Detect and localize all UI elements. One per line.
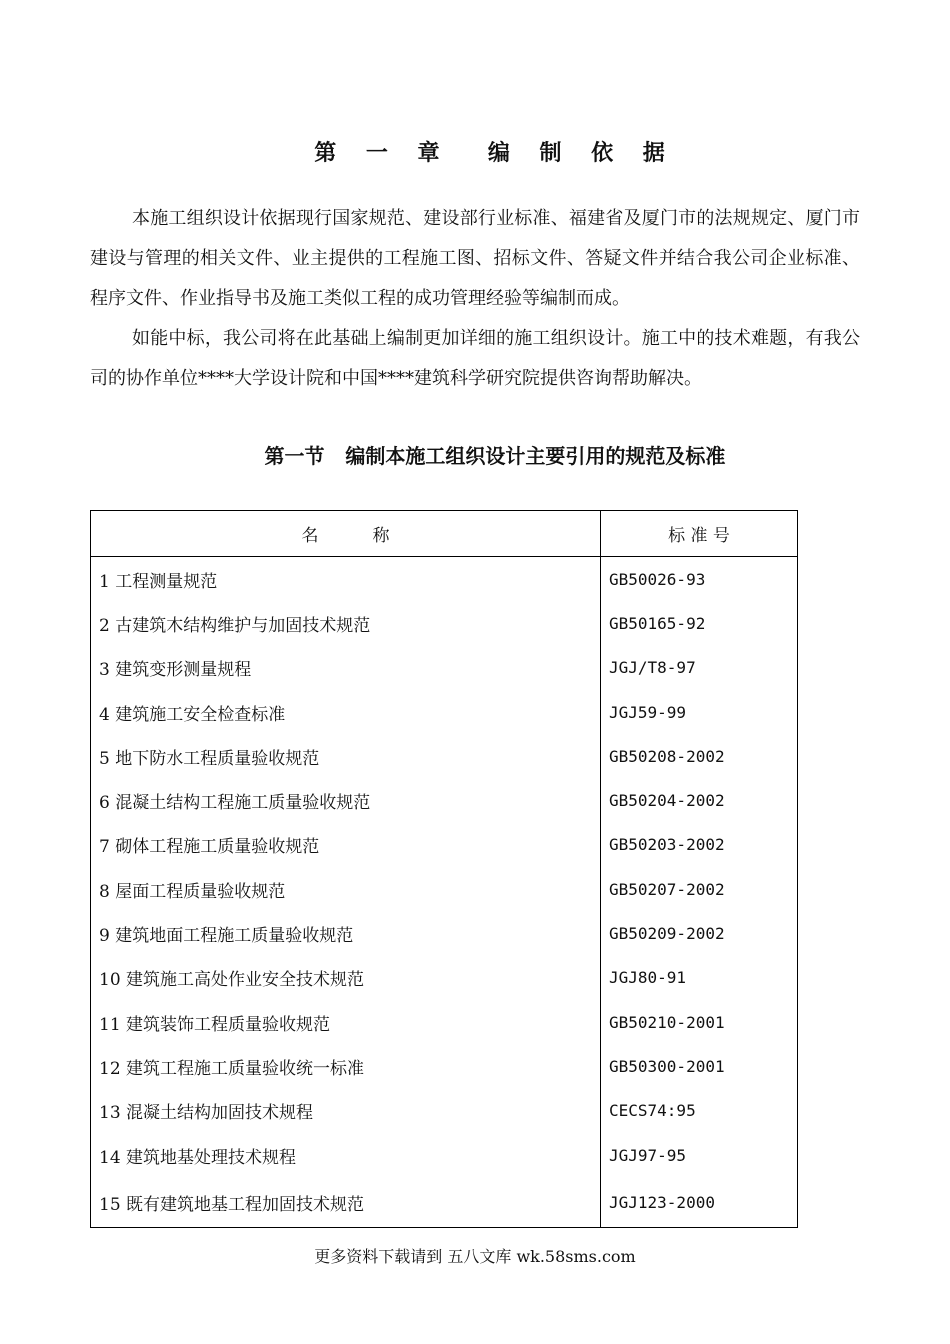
footer-download-note: 更多资料下载请到 五八文库 wk.58sms.com <box>314 1247 636 1266</box>
table-row <box>91 734 798 778</box>
table-row <box>91 911 798 955</box>
standard-code: GB50207-2002 <box>601 867 798 911</box>
table-row <box>91 1000 798 1044</box>
standard-name: 12 建筑工程施工质量验收统一标准 <box>91 1044 601 1088</box>
table-row <box>91 1089 798 1133</box>
standard-name: 13 混凝土结构加固技术规程 <box>91 1089 601 1133</box>
standard-code: CECS74:95 <box>601 1089 798 1133</box>
standard-code: GB50300-2001 <box>601 1044 798 1088</box>
table-header-row <box>91 511 798 557</box>
standard-code: GB50165-92 <box>601 601 798 645</box>
table-row <box>91 601 798 645</box>
standard-name: 8 屋面工程质量验收规范 <box>91 867 601 911</box>
standard-code: JGJ97-95 <box>601 1133 798 1177</box>
table-row <box>91 823 798 867</box>
standard-name: 10 建筑施工高处作业安全技术规范 <box>91 956 601 1000</box>
header-code: 标 准 号 <box>601 511 798 557</box>
standard-code: JGJ123-2000 <box>601 1177 798 1228</box>
paragraph-basis: 本施工组织设计依据现行国家规范、建设部行业标准、福建省及厦门市的法规规定、厦门市建设与管理的相关文件、业主提供的工程施工图、招标文件、答疑文件并结合我公司企业标准、程序文件、作业指导书及施工类似工程的成功管理经验等编制而成。 <box>90 208 860 309</box>
table-row <box>91 778 798 822</box>
standard-name: 15 既有建筑地基工程加固技术规范 <box>91 1177 601 1228</box>
standards-table <box>90 510 798 1228</box>
standard-name: 1 工程测量规范 <box>91 557 601 602</box>
standard-code: GB50026-93 <box>601 557 798 602</box>
table-row <box>91 557 798 602</box>
paragraph-bid: 如能中标，我公司将在此基础上编制更加详细的施工组织设计。施工中的技术难题，有我公司的协作单位****大学设计院和中国****建筑科学研究院提供咨询帮助解决。 <box>90 328 860 389</box>
standard-name: 11 建筑装饰工程质量验收规范 <box>91 1000 601 1044</box>
table-row <box>91 867 798 911</box>
standard-code: GB50204-2002 <box>601 778 798 822</box>
table-row <box>91 646 798 690</box>
header-name: 名 称 <box>91 511 601 557</box>
standard-name: 4 建筑施工安全检查标准 <box>91 690 601 734</box>
standard-name: 9 建筑地面工程施工质量验收规范 <box>91 911 601 955</box>
standard-code: JGJ80-91 <box>601 956 798 1000</box>
standard-code: GB50203-2002 <box>601 823 798 867</box>
chapter-title: 第 一 章 编 制 依 据 <box>314 141 676 166</box>
standard-code: GB50208-2002 <box>601 734 798 778</box>
standard-name: 6 混凝土结构工程施工质量验收规范 <box>91 778 601 822</box>
standard-code: JGJ59-99 <box>601 690 798 734</box>
section-title: 第一节 编制本施工组织设计主要引用的规范及标准 <box>264 444 726 468</box>
table-row <box>91 690 798 734</box>
table-row <box>91 1177 798 1228</box>
standard-code: GB50209-2002 <box>601 911 798 955</box>
table-row <box>91 956 798 1000</box>
standard-name: 7 砌体工程施工质量验收规范 <box>91 823 601 867</box>
standard-name: 14 建筑地基处理技术规程 <box>91 1133 601 1177</box>
table-row <box>91 1044 798 1088</box>
standard-name: 5 地下防水工程质量验收规范 <box>91 734 601 778</box>
standard-code: JGJ/T8-97 <box>601 646 798 690</box>
standard-name: 3 建筑变形测量规程 <box>91 646 601 690</box>
standard-code: GB50210-2001 <box>601 1000 798 1044</box>
standard-name: 2 古建筑木结构维护与加固技术规范 <box>91 601 601 645</box>
table-row <box>91 1133 798 1177</box>
